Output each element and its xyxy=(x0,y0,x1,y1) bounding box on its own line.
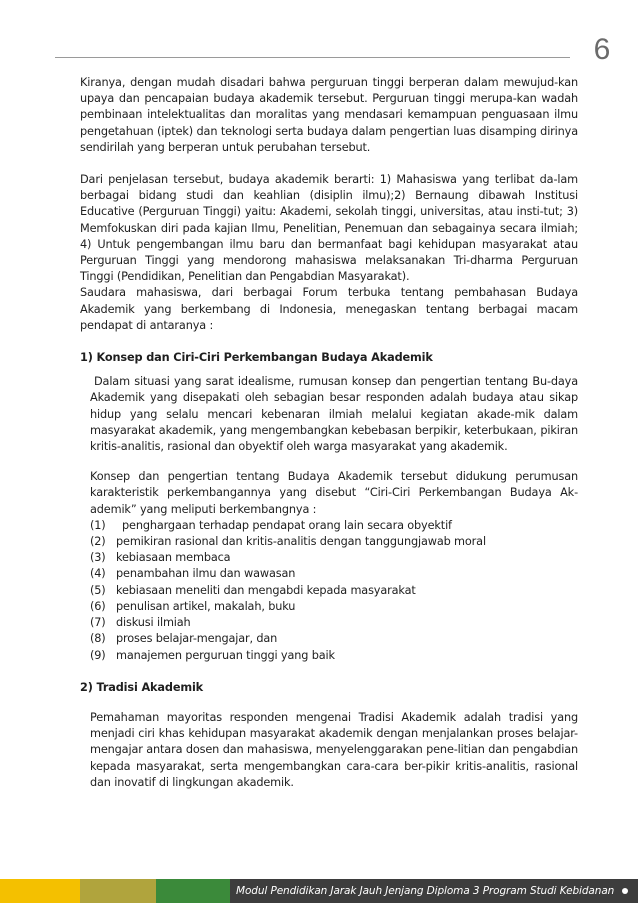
list-item: (1) penghargaan terhadap pendapat orang lain secara obyektif xyxy=(90,518,452,532)
footer-text-area xyxy=(230,879,638,903)
list-item: (8) proses belajar-mengajar, dan xyxy=(90,632,278,646)
section-1-heading: 1) Konsep dan Ciri-Ciri Perkembangan Budaya Akademik xyxy=(80,351,433,365)
section-2-body xyxy=(80,710,578,791)
list-item: (7) diskusi ilmiah xyxy=(90,616,191,630)
footer-text: Modul Pendidikan Jarak Jauh Jenjang Diploma 3 Program Studi Kebidanan xyxy=(236,885,615,897)
document-body xyxy=(80,75,578,791)
footer-segment-yellow xyxy=(0,879,80,903)
intro-paragraph-3: Saudara mahasiswa, dari berbagai Forum terbuka tentang pembahasan Budaya Akademik yang berkembang di Indonesia, menegaskan tentang berbagai macam pendapat di antaranya : xyxy=(80,286,578,332)
list-item: (6) penulisan artikel, makalah, buku xyxy=(90,599,296,613)
section-2-heading: 2) Tradisi Akademik xyxy=(80,680,204,694)
footer-bar xyxy=(0,879,638,903)
list-item: (3) kebiasaan membaca xyxy=(90,551,231,565)
footer-segment-green xyxy=(156,879,230,903)
footer-dot-icon xyxy=(622,888,628,894)
section-2-paragraph-1: Pemahaman mayoritas responden mengenai Tradisi Akademik adalah tradisi yang menjadi ciri khas kehidupan masyarakat akademik dengan menjalankan proses belajar-mengajar antara dosen dan mahasiswa, menyelenggarakan pene-litian dan pengabdian kepada masyarakat, serta mengembangkan cara-cara ber-pikir kritis-analitis, rasional dan inovatif di lingkungan akademik. xyxy=(90,710,578,789)
page-number: 6 xyxy=(593,33,611,66)
section-1-paragraph-1: Dalam situasi yang sarat idealisme, rumusan konsep dan pengertian tentang Bu-daya Akademik yang disepakati oleh sebagian besar responden adalah budaya atau sikap hidup yang selalu mencari kebenaran ilmiah melalui kegiatan akade-mik dalam masyarakat akademik, yang mengembangkan kebebasan berpikir, keterbukaan, pikiran kritis-analitis, rasional dan obyektif oleh warga masyarakat yang akademik. xyxy=(90,375,578,454)
list-item: (5) kebiasaan meneliti dan mengabdi kepada masyarakat xyxy=(90,583,416,597)
intro-paragraph-1: Kiranya, dengan mudah disadari bahwa perguruan tinggi berperan dalam mewujud-kan upaya dan pencapaian budaya akademik tersebut. Perguruan tinggi merupa-kan wadah pembinaan intelektualitas dan moralitas yang mendasari kemampuan penguasaan ilmu pengetahuan (iptek) dan teknologi serta budaya dalam pengertian luas disamping dirinya sendirilah yang berperan untuk perubahan tersebut. xyxy=(80,76,578,154)
list-item: (2) pemikiran rasional dan kritis-analitis dengan tanggungjawab moral xyxy=(90,535,486,549)
footer-segment-olive xyxy=(80,879,156,903)
list-item: (4) penambahan ilmu dan wawasan xyxy=(90,567,296,581)
characteristics-list xyxy=(90,518,578,664)
header-rule xyxy=(55,57,570,58)
section-1-paragraph-2: Konsep dan pengertian tentang Budaya Akademik tersebut didukung perumusan karakteristik perkembangannya yang disebut “Ciri-Ciri Perkembangan Budaya Ak-ademik” yang meliputi berkembangnya : xyxy=(90,470,578,516)
section-1-body xyxy=(80,374,578,663)
list-item: (9) manajemen perguruan tinggi yang baik xyxy=(90,648,335,662)
intro-paragraph-2: Dari penjelasan tersebut, budaya akademik berarti: 1) Mahasiswa yang terlibat da-lam berbagai bidang studi dan keahlian (disiplin ilmu);2) Bernaung dibawah Institusi Educative (Perguruan Tinggi) yaitu: Akademi, sekolah tinggi, universitas, atau insti-tut; 3) Memfokuskan diri pada kajian Ilmu, Penelitian, Penemuan dan sebagainya secara ilmiah; 4) Untuk pengembangan ilmu baru dan bermanfaat bagi kehidupan masyarakat atau Perguruan Tinggi yang mendorong mahasiswa melaksanakan Tri-dharma Perguruan Tinggi (Pendidikan, Penelitian dan Pengabdian Masyarakat). xyxy=(80,173,578,284)
